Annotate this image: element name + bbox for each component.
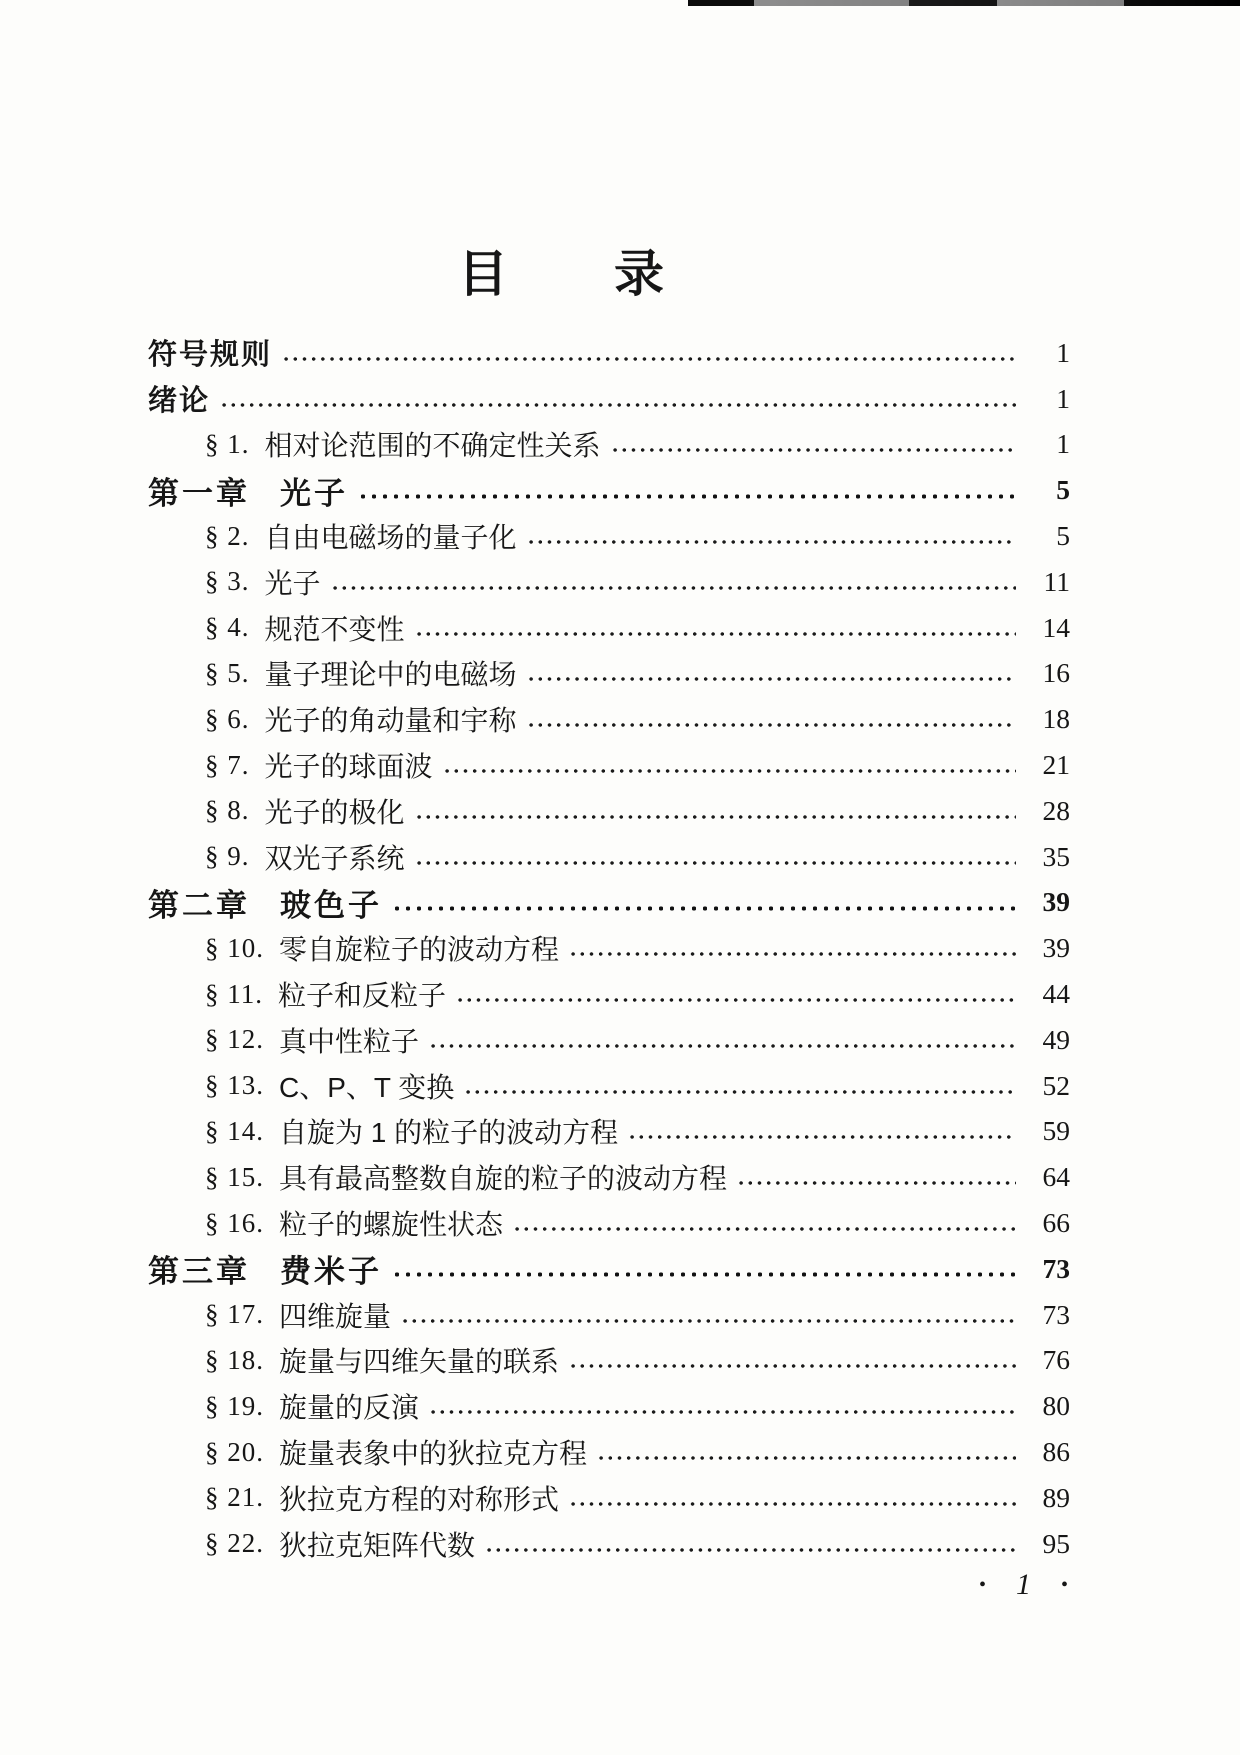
toc-entry-page-number: 1 bbox=[1056, 336, 1070, 368]
toc-entry bbox=[148, 1063, 1070, 1109]
toc-entry-section-label: § 6. bbox=[205, 703, 250, 734]
toc-leader-dots bbox=[597, 1454, 1016, 1462]
toc-entry bbox=[148, 1292, 1070, 1338]
toc-entry-page-number: 80 bbox=[1042, 1390, 1070, 1422]
toc-leader-dots bbox=[628, 1133, 1016, 1141]
toc-entry bbox=[148, 1017, 1070, 1063]
toc-entry-title: 旋量与四维矢量的联系 bbox=[279, 1346, 560, 1378]
toc-entry bbox=[148, 1338, 1070, 1384]
toc-entry-section-label: § 12. bbox=[205, 1024, 264, 1055]
toc-leader-dots bbox=[220, 401, 1016, 409]
toc-entry bbox=[148, 376, 1070, 422]
toc-entry-title: 玻色子 bbox=[280, 887, 382, 923]
toc-entry bbox=[148, 1475, 1070, 1521]
toc-entry-section-label: § 11. bbox=[205, 978, 263, 1009]
toc-leader-dots bbox=[527, 675, 1016, 683]
toc-entry-section-label: § 9. bbox=[205, 841, 250, 872]
toc-entry bbox=[148, 1200, 1070, 1246]
toc-entry bbox=[148, 1154, 1070, 1200]
toc-leader-dots bbox=[415, 813, 1016, 821]
toc-entry-section-label: § 16. bbox=[205, 1207, 264, 1238]
page-title-char: 目 bbox=[458, 246, 510, 302]
toc-leader-dots bbox=[282, 355, 1016, 363]
toc-entry-page-number: 44 bbox=[1042, 978, 1070, 1010]
toc-entry-page-number: 5 bbox=[1056, 474, 1070, 506]
toc-entry-title: 光子的球面波 bbox=[264, 751, 433, 783]
folio-left-dot: • bbox=[978, 1573, 986, 1596]
toc-entry-page-number: 39 bbox=[1042, 932, 1070, 964]
toc-entry bbox=[148, 422, 1070, 468]
page-title-char: 录 bbox=[614, 246, 666, 302]
toc-entry bbox=[148, 651, 1070, 697]
toc-entry bbox=[148, 330, 1070, 376]
folio-right-dot: • bbox=[1060, 1573, 1068, 1596]
folio-footer bbox=[979, 1568, 1068, 1602]
toc-entry bbox=[148, 559, 1070, 605]
toc-leader-dots bbox=[429, 1042, 1016, 1050]
toc-entry-section-label: 第一章 bbox=[148, 475, 250, 511]
toc-entry-title: 旋量表象中的狄拉克方程 bbox=[279, 1438, 588, 1470]
toc-entry-page-number: 73 bbox=[1042, 1252, 1070, 1284]
toc-leader-dots bbox=[392, 1270, 1016, 1279]
toc-entry-title: 旋量的反演 bbox=[279, 1392, 420, 1424]
toc-entry-title: 双光子系统 bbox=[264, 842, 405, 874]
toc-entry-title: 光子 bbox=[280, 475, 348, 511]
toc-entry-page-number: 59 bbox=[1042, 1115, 1070, 1147]
toc-entry-section-label: § 8. bbox=[205, 795, 250, 826]
toc-entry bbox=[148, 1246, 1070, 1292]
toc-entry bbox=[148, 467, 1070, 513]
toc-entry-page-number: 76 bbox=[1042, 1344, 1070, 1376]
toc-leader-dots bbox=[611, 446, 1016, 454]
toc-entry-page-number: 14 bbox=[1042, 611, 1070, 643]
toc-leader-dots bbox=[429, 1408, 1016, 1416]
toc-entry-title: 量子理论中的电磁场 bbox=[264, 659, 517, 691]
toc-entry-page-number: 11 bbox=[1043, 565, 1070, 597]
toc-entry bbox=[148, 1109, 1070, 1155]
toc-entry-page-number: 28 bbox=[1042, 794, 1070, 826]
toc-entry-title: 符号规则 bbox=[148, 339, 273, 372]
toc-entry bbox=[148, 1383, 1070, 1429]
toc-entry-title: 规范不变性 bbox=[264, 613, 405, 645]
page-title bbox=[0, 234, 1182, 306]
toc-entry-title: 粒子的螺旋性状态 bbox=[279, 1209, 504, 1241]
toc-entry-page-number: 39 bbox=[1042, 886, 1070, 918]
toc-leader-dots bbox=[401, 1317, 1016, 1325]
toc-entry-section-label: § 15. bbox=[205, 1161, 264, 1192]
toc-entry bbox=[148, 742, 1070, 788]
toc-entry-page-number: 95 bbox=[1042, 1527, 1070, 1559]
toc-entry bbox=[148, 605, 1070, 651]
toc-entry-section-label: § 4. bbox=[205, 612, 250, 643]
toc-entry bbox=[148, 834, 1070, 880]
toc-entry-title: 费米子 bbox=[280, 1254, 382, 1290]
toc-entry-page-number: 49 bbox=[1042, 1023, 1070, 1055]
toc-entry-title: 粒子和反粒子 bbox=[278, 980, 447, 1012]
toc-entry-section-label: § 22. bbox=[205, 1528, 264, 1559]
toc-entry-page-number: 64 bbox=[1042, 1161, 1070, 1193]
toc-entry bbox=[148, 880, 1070, 926]
toc-leader-dots bbox=[415, 630, 1016, 638]
toc-leader-dots bbox=[569, 950, 1016, 958]
toc-entry-title: 绪论 bbox=[148, 385, 211, 418]
toc-entry-page-number: 35 bbox=[1042, 840, 1070, 872]
toc-entry-section-label: § 1. bbox=[205, 428, 250, 459]
toc-leader-dots bbox=[569, 1362, 1016, 1370]
toc-entry bbox=[148, 925, 1070, 971]
toc-entry-page-number: 1 bbox=[1056, 428, 1070, 460]
toc-entry bbox=[148, 1429, 1070, 1475]
toc-entry-title: C、P、T 变换 bbox=[279, 1071, 455, 1103]
toc-entry-page-number: 16 bbox=[1042, 657, 1070, 689]
toc-entry-title: 真中性粒子 bbox=[279, 1025, 420, 1057]
toc-entry-title: 自由电磁场的量子化 bbox=[264, 522, 517, 554]
toc-leader-dots bbox=[464, 1088, 1016, 1096]
toc-entry bbox=[148, 1521, 1070, 1567]
toc-leader-dots bbox=[331, 584, 1016, 592]
toc-entry-page-number: 66 bbox=[1042, 1207, 1070, 1239]
toc-entry-section-label: § 13. bbox=[205, 1070, 264, 1101]
toc-leader-dots bbox=[569, 1500, 1016, 1508]
toc-entry-section-label: 第三章 bbox=[148, 1254, 250, 1290]
toc-entry-title: 狄拉克矩阵代数 bbox=[279, 1529, 476, 1561]
toc-entry-section-label: § 2. bbox=[205, 520, 250, 551]
toc-leader-dots bbox=[485, 1546, 1016, 1554]
toc-entry-section-label: § 19. bbox=[205, 1390, 264, 1421]
toc-entry-section-label: § 10. bbox=[205, 932, 264, 963]
toc-entry-title: 相对论范围的不确定性关系 bbox=[264, 430, 601, 462]
toc-entry-section-label: § 3. bbox=[205, 566, 250, 597]
toc-entry-section-label: 第二章 bbox=[148, 887, 250, 923]
toc-entry-title: 零自旋粒子的波动方程 bbox=[279, 934, 560, 966]
toc-entry-section-label: § 20. bbox=[205, 1436, 264, 1467]
toc-entry-section-label: § 7. bbox=[205, 749, 250, 780]
toc-entry-title: 光子的角动量和宇称 bbox=[264, 705, 517, 737]
toc-entry-page-number: 18 bbox=[1042, 703, 1070, 735]
toc-entry-section-label: § 18. bbox=[205, 1344, 264, 1375]
toc-entry-page-number: 1 bbox=[1056, 382, 1070, 414]
toc-entry-section-label: § 14. bbox=[205, 1115, 264, 1146]
scan-artifact-bar bbox=[688, 0, 1240, 6]
toc-entry-section-label: § 5. bbox=[205, 657, 250, 688]
toc-entry-section-label: § 17. bbox=[205, 1299, 264, 1330]
toc-entry-page-number: 52 bbox=[1042, 1069, 1070, 1101]
toc-entry-page-number: 73 bbox=[1042, 1298, 1070, 1330]
toc-entry-title: 光子 bbox=[264, 567, 321, 599]
toc-entry-title: 自旋为 1 的粒子的波动方程 bbox=[279, 1117, 619, 1149]
toc-entry-page-number: 5 bbox=[1056, 520, 1070, 552]
toc-leader-dots bbox=[358, 492, 1016, 501]
toc-leader-dots bbox=[513, 1225, 1016, 1233]
toc-entry-page-number: 86 bbox=[1042, 1436, 1070, 1468]
toc-leader-dots bbox=[527, 721, 1016, 729]
toc-leader-dots bbox=[527, 538, 1016, 546]
toc-list bbox=[148, 330, 1070, 1567]
toc-entry-section-label: § 21. bbox=[205, 1482, 264, 1513]
toc-entry bbox=[148, 788, 1070, 834]
toc-entry-title: 具有最高整数自旋的粒子的波动方程 bbox=[279, 1163, 728, 1195]
toc-entry-page-number: 21 bbox=[1042, 749, 1070, 781]
toc-entry-title: 四维旋量 bbox=[279, 1300, 392, 1332]
folio-page-number: 1 bbox=[1015, 1568, 1031, 1601]
toc-entry bbox=[148, 696, 1070, 742]
toc-entry-page-number: 89 bbox=[1042, 1481, 1070, 1513]
toc-leader-dots bbox=[415, 859, 1016, 867]
toc-leader-dots bbox=[737, 1179, 1016, 1187]
toc-leader-dots bbox=[456, 996, 1016, 1004]
toc-leader-dots bbox=[392, 904, 1016, 913]
toc-entry-title: 光子的极化 bbox=[264, 796, 405, 828]
toc-entry bbox=[148, 971, 1070, 1017]
toc-entry-title: 狄拉克方程的对称形式 bbox=[279, 1483, 560, 1515]
toc-leader-dots bbox=[443, 767, 1016, 775]
toc-entry bbox=[148, 513, 1070, 559]
